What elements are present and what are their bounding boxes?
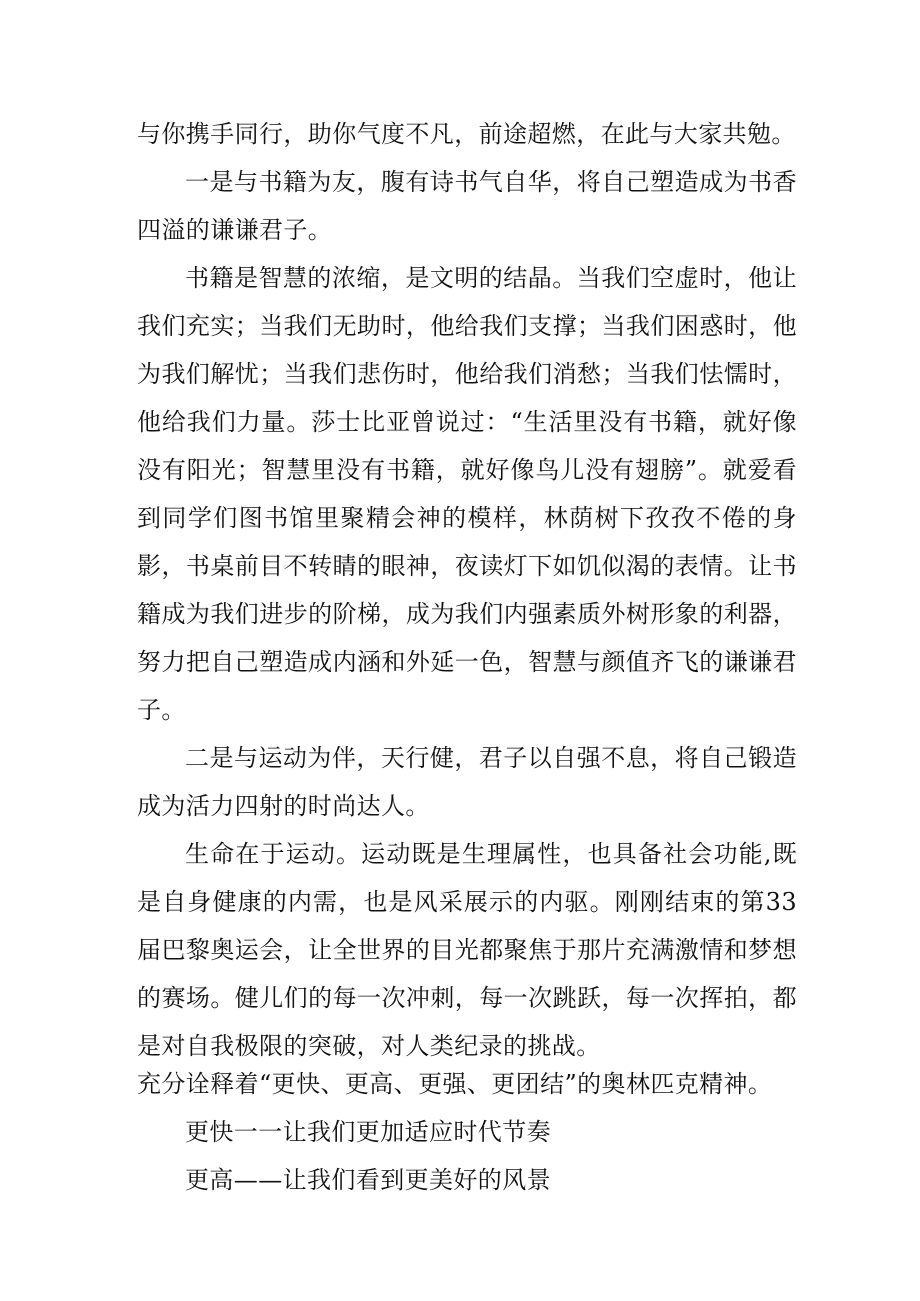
paragraph-olympic-spirit: 充分诠释着“更快、更高、更强、更团结”的奥林匹克精神。 — [137, 1070, 773, 1098]
paragraph-faster: 更快一一让我们更加适应时代节奏 — [185, 1118, 551, 1146]
paragraph-reading-body: 书籍是智慧的浓缩，是文明的结晶。当我们空虚时，他让我们充实；当我们无助时，他给我们支撑；当我们困惑时，他为我们解忧；当我们悲伤时，他给我们消愁；当我们怯懦时，他给我们力量。莎士比亚曾说过：“生活里没有书籍，就好像没有阳光；智慧里没有书籍，就好像鸟儿没有翅膀”。就爱看到同学们图书馆里聚精会神的模样，林荫树下孜孜不倦的身影，书桌前目不转睛的眼神，夜读灯下如饥似渴的表情。让书籍成为我们进步的阶梯，成为我们内强素质外树形象的利器，努力把自己塑造成内涵和外延一色，智慧与颜值齐飞的谦谦君子。 — [137, 264, 797, 724]
paragraph-sports-body: 生命在于运动。运动既是生理属性，也具备社会功能,既是自身健康的内需，也是风采展示的内驱。刚刚结束的第33届巴黎奥运会，让全世界的目光都聚焦于那片充满激情和梦想的赛场。健儿们的每一次冲刺，每一次跳跃，每一次挥拍，都是对自我极限的突破，对人类纪录的挑战。 — [137, 840, 797, 1060]
document-body — [137, 110, 797, 1204]
paragraph-sports-heading: 二是与运动为伴，天行健，君子以自强不息，将自己锻造成为活力四射的时尚达人。 — [137, 744, 797, 820]
paragraph-closing-line: 与你携手同行，助你气度不凡，前途超燃，在此与大家共勉。 — [137, 120, 796, 148]
paragraph-higher: 更高——让我们看到更美好的风景 — [185, 1166, 551, 1194]
paragraph-reading-heading: 一是与书籍为友，腹有诗书气自华，将自己塑造成为书香四溢的谦谦君子。 — [137, 168, 797, 244]
